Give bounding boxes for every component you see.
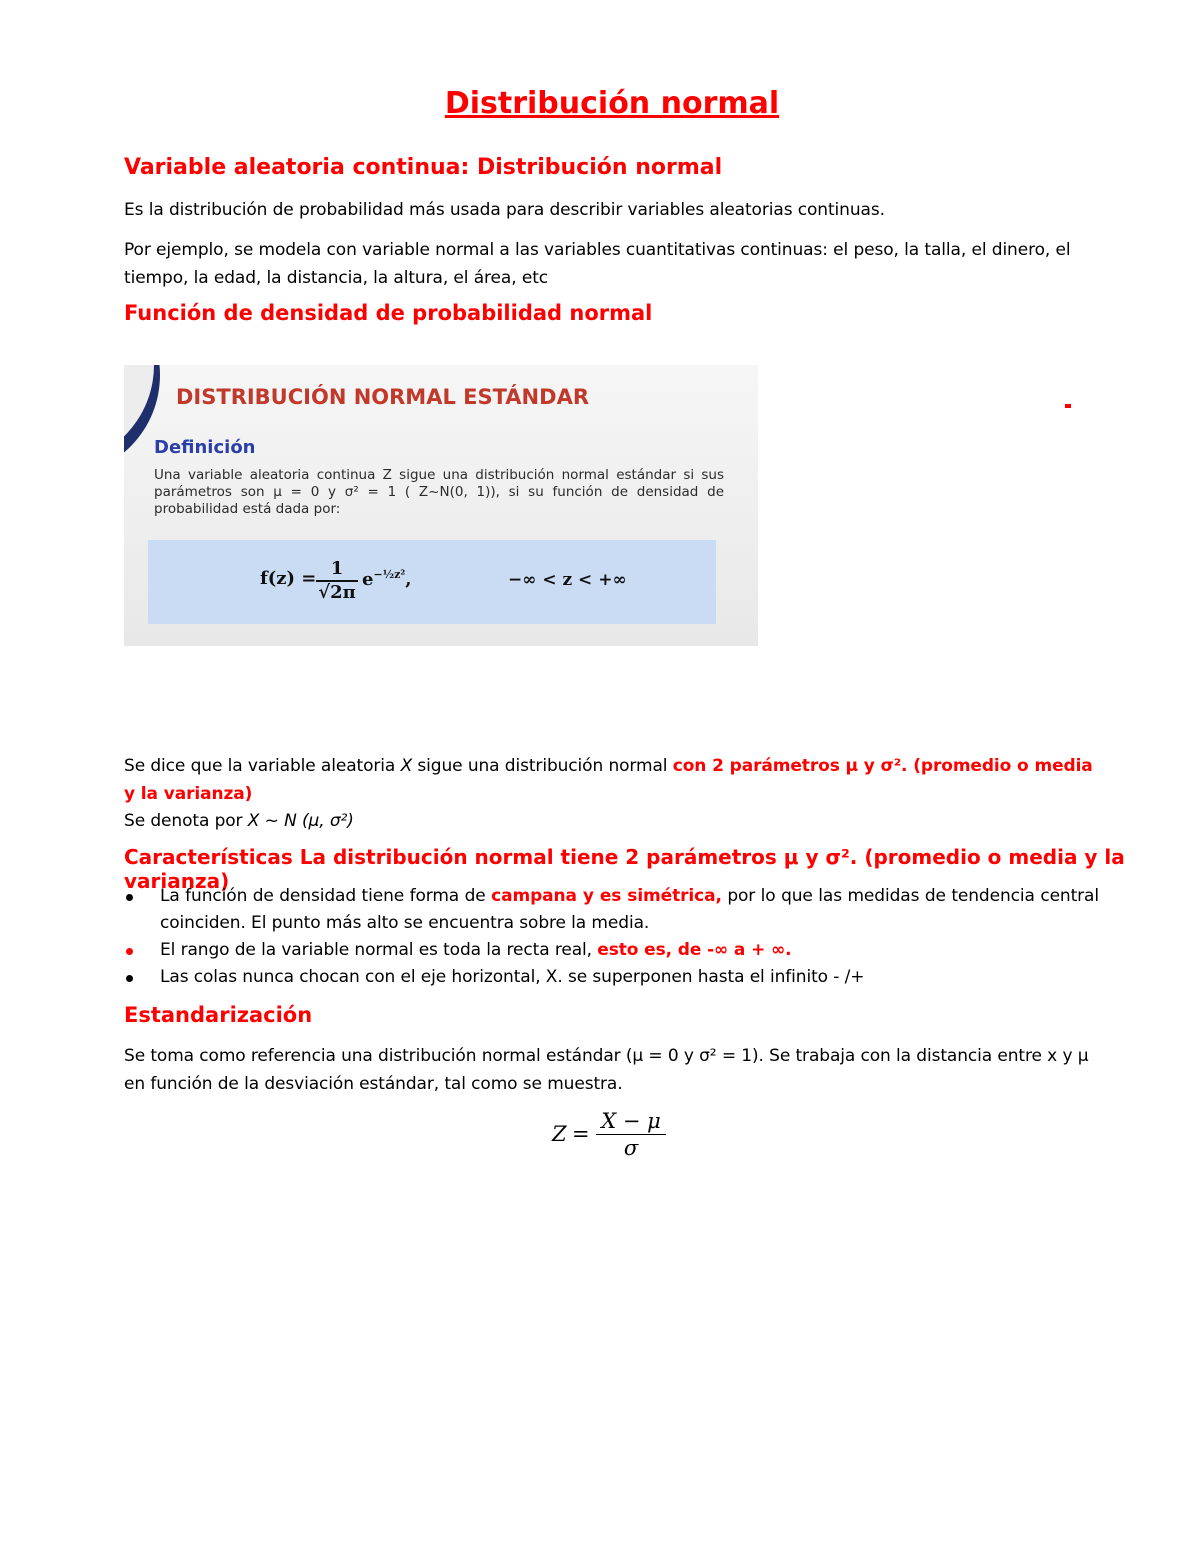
z-formula-equals: = [572, 1122, 590, 1146]
section-heading-density-function: Función de densidad de probabilidad normal [124, 301, 653, 325]
list-item-text: La función de densidad tiene forma de [160, 886, 492, 906]
slide-definition-text: Una variable aleatoria continua Z sigue una distribución normal estándar si sus parámetros son μ = 0 y σ² = 1 ( Z~N(0, 1)), si su función de densidad de probabilidad está dada por: [154, 467, 724, 517]
slide-definition-heading: Definición [154, 437, 256, 458]
standard-normal-slide-image [124, 365, 758, 646]
slide-title: DISTRIBUCIÓN NORMAL ESTÁNDAR [176, 385, 589, 409]
slide-formula-range: −∞ < z < +∞ [508, 570, 627, 590]
params-highlight: con 2 parámetros μ y σ². (promedio o media y la varianza) [124, 756, 1093, 804]
bullet-icon [126, 894, 133, 901]
list-item-text: por lo que las medidas de tendencia central coinciden. El punto más alto se encuentra sobre la media. [160, 886, 1099, 933]
params-variable-x: X [400, 756, 413, 776]
z-formula-lhs: Z [552, 1122, 567, 1146]
slide-formula-exponential [362, 568, 412, 590]
parameters-paragraph [124, 752, 1099, 808]
section-heading-standardization: Estandarización [124, 1003, 313, 1027]
slide-formula-exponent: −½z² [373, 568, 406, 581]
list-item [124, 964, 1099, 991]
characteristics-list [124, 883, 1099, 991]
slide-formula-e: e [362, 569, 374, 590]
notation-paragraph [124, 807, 1099, 835]
slide-formula-denominator: √2π [318, 582, 356, 603]
slide-formula-lhs: f(z) = [260, 568, 317, 589]
notation-formula: X ~ N (μ, σ²) [247, 811, 354, 831]
bullet-icon [126, 948, 133, 955]
list-item-text: Las colas nunca chocan con el eje horizontal, X. se superponen hasta el infinito - /+ [160, 967, 865, 987]
section-heading-characteristics: Características La distribución normal tiene 2 parámetros μ y σ². (promedio o media y la varianza) [124, 845, 1125, 893]
list-item [124, 883, 1099, 937]
z-score-formula [552, 1108, 682, 1168]
intro-paragraph: Es la distribución de probabilidad más usada para describir variables aleatorias continuas. [124, 200, 885, 220]
params-text: sigue una distribución normal [412, 756, 673, 776]
slide-formula-numerator: 1 [316, 558, 358, 582]
list-item-text: El rango de la variable normal es toda la recta real, [160, 940, 598, 960]
bullet-icon [126, 975, 133, 982]
slide-formula-comma: , [405, 569, 412, 590]
z-formula-denominator: σ [623, 1136, 639, 1160]
z-formula-numerator: X − μ [596, 1108, 666, 1135]
list-item-highlight: campana y es simétrica, [491, 886, 722, 906]
notation-text: Se denota por [124, 811, 248, 831]
example-paragraph: Por ejemplo, se modela con variable normal a las variables cuantitativas continuas: el peso, la talla, el dinero, el tiempo, la edad, la distancia, la altura, el área, etc [124, 240, 1071, 288]
list-item [124, 937, 1099, 964]
list-item-highlight: esto es, de -∞ a + ∞. [597, 940, 792, 960]
standardization-paragraph: Se toma como referencia una distribución normal estándar (μ = 0 y σ² = 1). Se trabaja con la distancia entre x y μ en función de la desviación estándar, tal como se muestra. [124, 1046, 1089, 1094]
section-heading-continuous-variable: Variable aleatoria continua: Distribución normal [124, 155, 723, 180]
page-title: Distribución normal [444, 86, 780, 121]
red-mark [1065, 404, 1071, 408]
slide-formula-fraction [316, 558, 358, 604]
slide-formula-box [148, 540, 716, 624]
z-formula-fraction [596, 1108, 666, 1161]
params-text: Se dice que la variable aleatoria [124, 756, 401, 776]
